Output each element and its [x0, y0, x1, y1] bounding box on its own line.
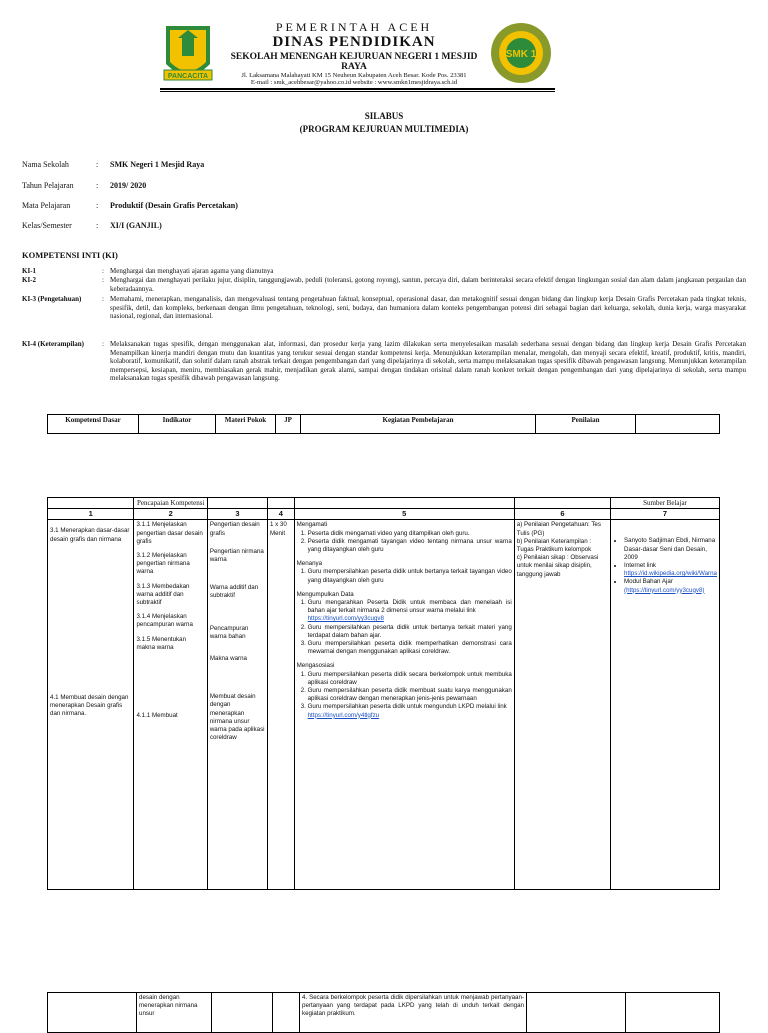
- indikator-cell: desain dengan menerapkan nirmana unsur: [137, 993, 212, 1033]
- letterhead: [218, 20, 490, 86]
- letterhead-agency: DINAS PENDIDIKAN: [272, 34, 436, 50]
- list-item: 1. Guru mempersilahkan peserta didik secara berkelompok untuk membuka aplikasi coreldraw: [308, 671, 512, 687]
- indikator-item: 3.1.5 Menentukan makna warna: [136, 635, 187, 651]
- materi-item: Pencampuran warna bahan: [209, 624, 249, 640]
- syllabus-table: [47, 497, 720, 890]
- list-item: • Sanyoto Sadjiman Ebdi, Nirmana Dasar-dasar Seni dan Desain, 2009: [624, 537, 717, 562]
- col-pencapaian: Pencapaian Kompetensi: [134, 498, 207, 509]
- kd-4-1: 4.1 Membuat desain dengan menerapkan Desain grafis dan nirmana.: [50, 693, 129, 718]
- list-item: • Modul Bahan Ajar (https://tinyurl.com/yy3cugv8): [624, 578, 717, 594]
- indikator-item: 4.1.1 Membuat: [136, 712, 178, 720]
- table-header-row: [48, 415, 720, 434]
- kd-3-1: 3.1 Menerapkan dasar-dasar desain grafis dan nirmana: [50, 527, 130, 543]
- pancacita-logo: [160, 24, 216, 86]
- col-penilaian: Penilaian: [536, 415, 636, 434]
- kegiatan-mengasosiasi-heading: Mengasosiasi: [296, 662, 335, 670]
- ki-3: KI-3 (Pengetahuan) : Memahami, menerapkan, menganalisis, dan mengevaluasi tentang pengetahuan faktual, konseptual, operasional dasar, dan metakognitif sesuai dengan bidang dan lingkup kerja Desain Grafis Percetakan pada tingkat teknis, spesifik, detil, dan kompleks, berkenaan dengan ilmu pengetahuan, teknologi, seni, budaya, dan humaniora dalam konteks pengembangan potensi diri sebagai bagian dari keluarga, sekolah, dunia kerja, warga masyarakat nasional, regional, dan internasional.: [22, 295, 746, 321]
- material-link[interactable]: https://tinyurl.com/yy3cugv8: [307, 615, 384, 623]
- smk1-logo: [490, 22, 552, 84]
- letterhead-address: Jl. Laksamana Malahayati KM 15 Neuheun Kabupaten Aceh Besar. Kode Pos. 23381: [241, 72, 467, 79]
- letterhead-school: SEKOLAH MENENGAH KEJURUAN NEGERI 1 MESJID RAYA: [230, 52, 478, 72]
- materi-cell: [207, 520, 267, 890]
- document-title: SILABUS: [364, 111, 404, 121]
- list-item: 3. Guru mempersilahkan peserta didik memperhatikan demonstrasi cara mewarnai dengan menggunakan aplikasi coreldraw.: [308, 640, 512, 656]
- kd-cell: [48, 520, 134, 890]
- col-indikator: Indikator: [139, 415, 216, 434]
- materi-item: Membuat desain dengan menerapkan nirmana unsur warna pada aplikasi coreldraw: [209, 693, 265, 742]
- svg-text:SMK 1: SMK 1: [505, 49, 537, 60]
- syllabus-table-continued: [47, 992, 720, 1033]
- table-row: [48, 520, 720, 890]
- materi-item: Warna additif dan subtraktif: [209, 584, 259, 600]
- document-subtitle: (PROGRAM KEJURUAN MULTIMEDIA): [299, 124, 469, 134]
- list-item: 2. Guru mempersilahkan peserta didik membuat suatu karya menggunakan aplikasi coreldraw dengan menerapkan jenis-jenis pewarnaan: [308, 687, 512, 703]
- list-item: 3. Guru mempersilahkan peserta didik untuk mengunduh LKPD melalui link https://tinyurl.com/y4tlgfzu: [308, 703, 512, 719]
- penilaian-item: c) Penilaian sikap : Observasi untuk menilai sikap disiplin, tanggung jawab: [516, 554, 599, 578]
- col-materi-pokok: Materi Pokok: [216, 415, 276, 434]
- indikator-item: 3.1.1 Menjelaskan pengertian dasar desain grafis: [136, 521, 203, 545]
- penilaian-item: b) Penilaian Keterampilan : Tugas Praktikum kelompok: [516, 537, 592, 554]
- col-kompetensi-dasar: Kompetensi Dasar: [48, 415, 139, 434]
- ki-2: KI-2 : Menghargai dan menghayati perilaku jujur, disiplin, tanggungjawab, peduli (toleransi, gotong royong), santun, percaya diri, dalam berinteraksi secara efektif dengan lingkungan sosial dan alam dalam jangkauan pergaulan dan keberadaannya.: [22, 276, 746, 293]
- col-jp: JP: [276, 415, 301, 434]
- list-item: • Internet link https://id.wikipedia.org/wiki/Warna: [624, 562, 717, 578]
- indikator-item: 3.1.3 Membedakan warna additif dan subtraktif: [136, 582, 190, 607]
- col-kegiatan: Kegiatan Pembelajaran: [301, 415, 536, 434]
- svg-text:PANCACITA: PANCACITA: [167, 73, 209, 80]
- syllabus-header-table: [47, 414, 720, 434]
- ki-1: KI-1 : Menghargai dan menghayati ajaran agama yang dianutnya: [22, 267, 274, 275]
- table-number-row: 1 2 3 4 5 6 7: [48, 509, 720, 520]
- ki-4: KI-4 (Keterampilan) : Melaksanakan tugas spesifik, dengan menggunakan alat, informasi, dan prosedur kerja yang lazim dilakukan serta menyelesaikan masalah sederhana sesuai dengan bidang dan lingkup kerja Desain Grafis Percetakan Menampilkan kinerja mandiri dengan mutu dan kuantitas yang terukur sesuai dengan standar kompetensi kerja. Menunjukkan keterampilan menalar, mengolah, dan menyaji secara efektif, kreatif, produktif, kritis, mandiri, kolaboratif, komunikatif, dan solutif dalam ranah abstrak terkait dengan pengembangan dari yang dipelajarinya di sekolah, serta mampu melaksanakan tugas spesifik dibawah pengawasan langsung. Menunjukkan keterampilan mempersepsi, kesiapan, meniru, membiasakan gerak mahir, menjadikan gerak alami, sampai dengan tindakan orisinal dalam ranah konkret terkait dengan pengembangan dari yang dipelajarinya di sekolah, serta mampu melaksanakan tugas spesifik dibawah pengawasan langsung.: [22, 340, 746, 383]
- list-item: 1. Peserta didik mengamati video yang ditampilkan oleh guru.: [308, 530, 512, 538]
- list-item: 1. Guru mengarahkan Peserta Didik untuk membaca dan menelaah isi bahan ajar terkait nirmana 2 dimensi unsur warna melalui link https://tinyurl.com/yy3cugv8: [308, 599, 512, 624]
- col-sumber-belajar: Sumber Belajar: [611, 498, 720, 509]
- letterhead-contact: E-mail : smk_acehbesar@yahoo.co.id website : www.smkn1mesjidraya.sch.id: [250, 79, 458, 86]
- indikator-cell: [134, 520, 207, 890]
- kegiatan-menanya-heading: Menanya: [296, 560, 323, 568]
- kegiatan-mengamati-heading: Mengamati: [296, 521, 328, 529]
- sumber-cell: [611, 520, 720, 890]
- list-item: 2. Guru mempersilahkan peserta didik untuk bertanya terkait materi yang terdapat dalam bahan ajar.: [308, 624, 512, 640]
- modul-link[interactable]: (https://tinyurl.com/yy3cugv8): [624, 586, 705, 594]
- letterhead-rule: [160, 88, 555, 90]
- letterhead-government: PEMERINTAH ACEH: [275, 20, 433, 34]
- kegiatan-cell: [294, 520, 514, 890]
- materi-item: Pengertian nirmana warna: [209, 547, 264, 564]
- indikator-item: 3.1.2 Menjelaskan pengertian nirmana warna: [136, 552, 190, 576]
- penilaian-item: a) Penilaian Pengetahuan: Tes Tulis (PG): [516, 521, 601, 537]
- wikipedia-link[interactable]: https://id.wikipedia.org/wiki/Warna: [624, 570, 717, 578]
- table-row: [48, 993, 720, 1033]
- lkpd-link[interactable]: https://tinyurl.com/y4tlgfzu: [307, 711, 380, 719]
- list-item: 1. Guru mempersilahkan peserta didik untuk bertanya terkait tayangan video yang ditayangkan oleh guru: [308, 568, 512, 584]
- letterhead-rule-thin: [160, 91, 555, 92]
- indikator-item: 3.1.4 Menjelaskan pencampuran warna: [136, 613, 193, 629]
- jp-cell: 1 x 30 Menit: [267, 520, 294, 890]
- ki-heading: KOMPETENSI INTI (KI): [22, 250, 118, 260]
- table-header-row: [48, 498, 720, 509]
- materi-item: Makna warna: [209, 655, 247, 663]
- penilaian-cell: [514, 520, 610, 890]
- kegiatan-mengumpulkan-heading: Mengumpulkan Data: [296, 590, 354, 598]
- materi-item: Pengertian desain grafis: [209, 521, 260, 537]
- list-item: 2. Peserta didik mengamati tayangan video tentang nirmana unsur warna yang ditayangkan oleh guru: [308, 538, 512, 554]
- kegiatan-cell: 4. Secara berkelompok peserta didik dipersilahkan untuk menjawab pertanyaan-pertanyaan yang terdapat pada LKPD yang telah di unduh terkait dengan kegiatan praktikum.: [300, 993, 527, 1033]
- col-empty: [636, 415, 720, 434]
